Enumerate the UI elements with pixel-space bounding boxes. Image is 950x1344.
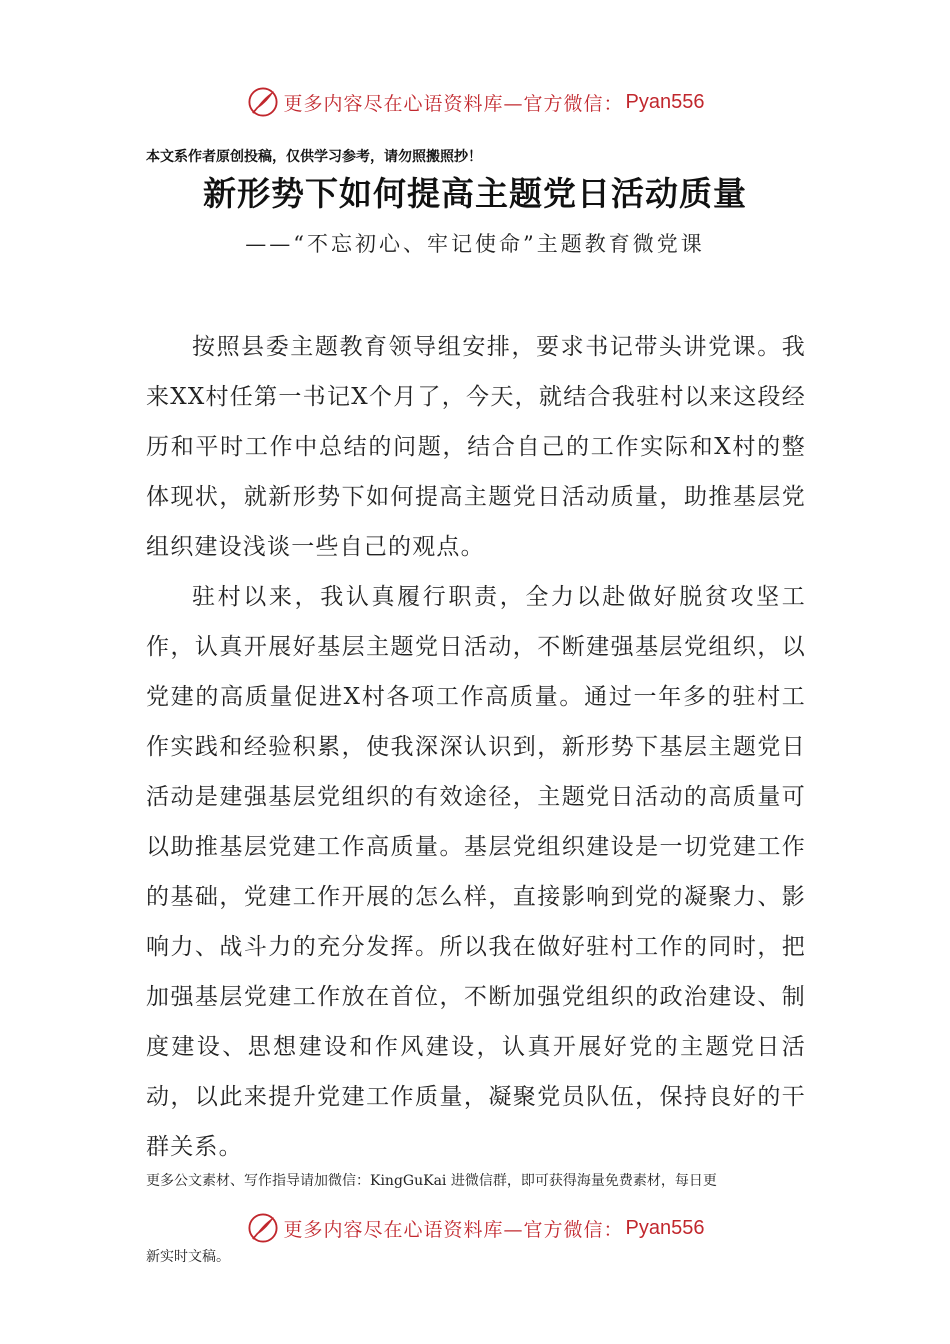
paragraph: 驻村以来，我认真履行职责，全力以赴做好脱贫攻坚工作，认真开展好基层主题党日活动，不断建强基层党组织，以党建的高质量促进X村各项工作高质量。通过一年多的驻村工作实践和经验积累，使我深深认识到，新形势下基层主题党日活动是建强基层党组织的有效途径，主题党日活动的高质量可以助推基层党建工作高质量。基层党组织建设是一切党建工作的基础，党建工作开展的怎么样，直接影响到党的凝聚力、影响力、战斗力的充分发挥。所以我在做好驻村工作的同时，把加强基层党建工作放在首位，不断加强党组织的政治建设、制度建设、思想建设和作风建设，认真开展好党的主题党日活动，以此来提升党建工作质量，凝聚党员队伍，保持良好的干群关系。 (146, 584, 806, 1160)
quill-logo-icon (246, 85, 280, 119)
quill-logo-icon (246, 1211, 280, 1245)
document-body (146, 322, 806, 1172)
paragraph: 按照县委主题教育领导组安排，要求书记带头讲党课。我来XX村任第一书记X个月了，今天，就结合我驻村以来这段经历和平时工作中总结的问题，结合自己的工作实际和X村的整体现状，就新形势下如何提高主题党日活动质量，助推基层党组织建设浅谈一些自己的观点。 (146, 334, 806, 560)
footer-promo-line: 更多公文素材、写作指导请加微信：KingGuKai 进微信群，即可获得海量免费素材，每日更 (146, 1173, 717, 1189)
banner-slogan: 更多内容尽在心语资料库—官方微信： (283, 1218, 624, 1241)
banner-wechat-id: Pyan556 (625, 1216, 705, 1239)
copyright-notice: 本文系作者原创投稿，仅供学习参考，请勿照搬照抄！ (146, 149, 482, 165)
banner-wechat-id: Pyan556 (625, 90, 705, 113)
document-subtitle: ——“不忘初心、牢记使命”主题教育微党课 (245, 232, 705, 256)
footer-watermark-banner (0, 1208, 950, 1248)
footer-promo-line-continued: 新实时文稿。 (146, 1249, 230, 1265)
banner-slogan: 更多内容尽在心语资料库—官方微信： (283, 92, 624, 115)
document-title: 新形势下如何提高主题党日活动质量 (203, 174, 747, 213)
header-watermark-banner (0, 82, 950, 122)
